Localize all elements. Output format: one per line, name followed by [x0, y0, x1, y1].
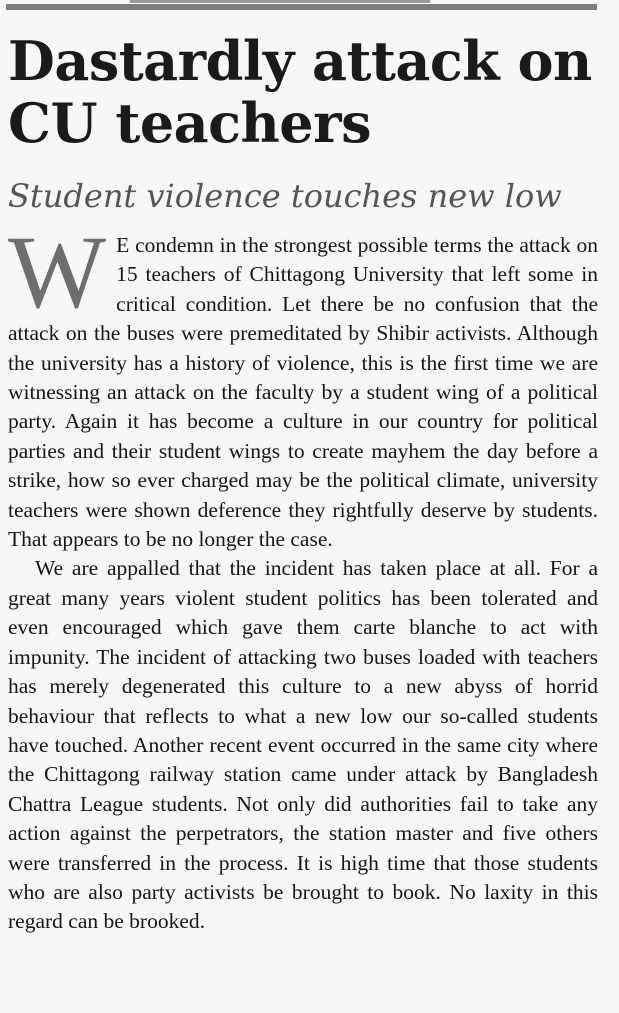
cropped-header-fragment [130, 0, 430, 3]
top-rule [6, 4, 597, 10]
paragraph-2: We are appalled that the incident has taken place at all. For a great many years violent student politics has been tolerated and even encouraged which gave them carte blanche to act with impunity. The incident of attacking two buses loaded with teachers has merely degenerated this culture to a new abyss of horrid behaviour that reflects to what a new low our so-called students have touched. Another recent event occurred in the same city where the Chittagong railway station came under attack by Bangladesh Chattra League students. Not only did authorities fail to take any action against the perpetrators, the station master and five others were transferred in the process. It is high time that those students who are also party activists be brought to book. No laxity in this regard can be brooked. [8, 556, 598, 934]
paragraph-1-text: E condemn in the strongest possible terms the attack on 15 teachers of Chittagong University that left some in critical condition. Let there be no confusion that the attack on the buses were premeditated by Shibir activists. Although the university has a history of violence, this is the first time we are witnessing an attack on the faculty by a student wing of a political party. Again it has become a culture in our country for political parties and their student wings to create mayhem the day before a strike, how so ever charged may be the political climate, university teachers were shown deference they rightfully deserve by students. That appears to be no longer the case. [8, 233, 598, 552]
subheadline: Student violence touches new low [8, 177, 562, 215]
paragraph-1 [8, 215, 598, 554]
headline: Dastardly attack on CU teachers [8, 29, 592, 155]
drop-cap: W [8, 215, 107, 330]
article-body [8, 215, 598, 937]
